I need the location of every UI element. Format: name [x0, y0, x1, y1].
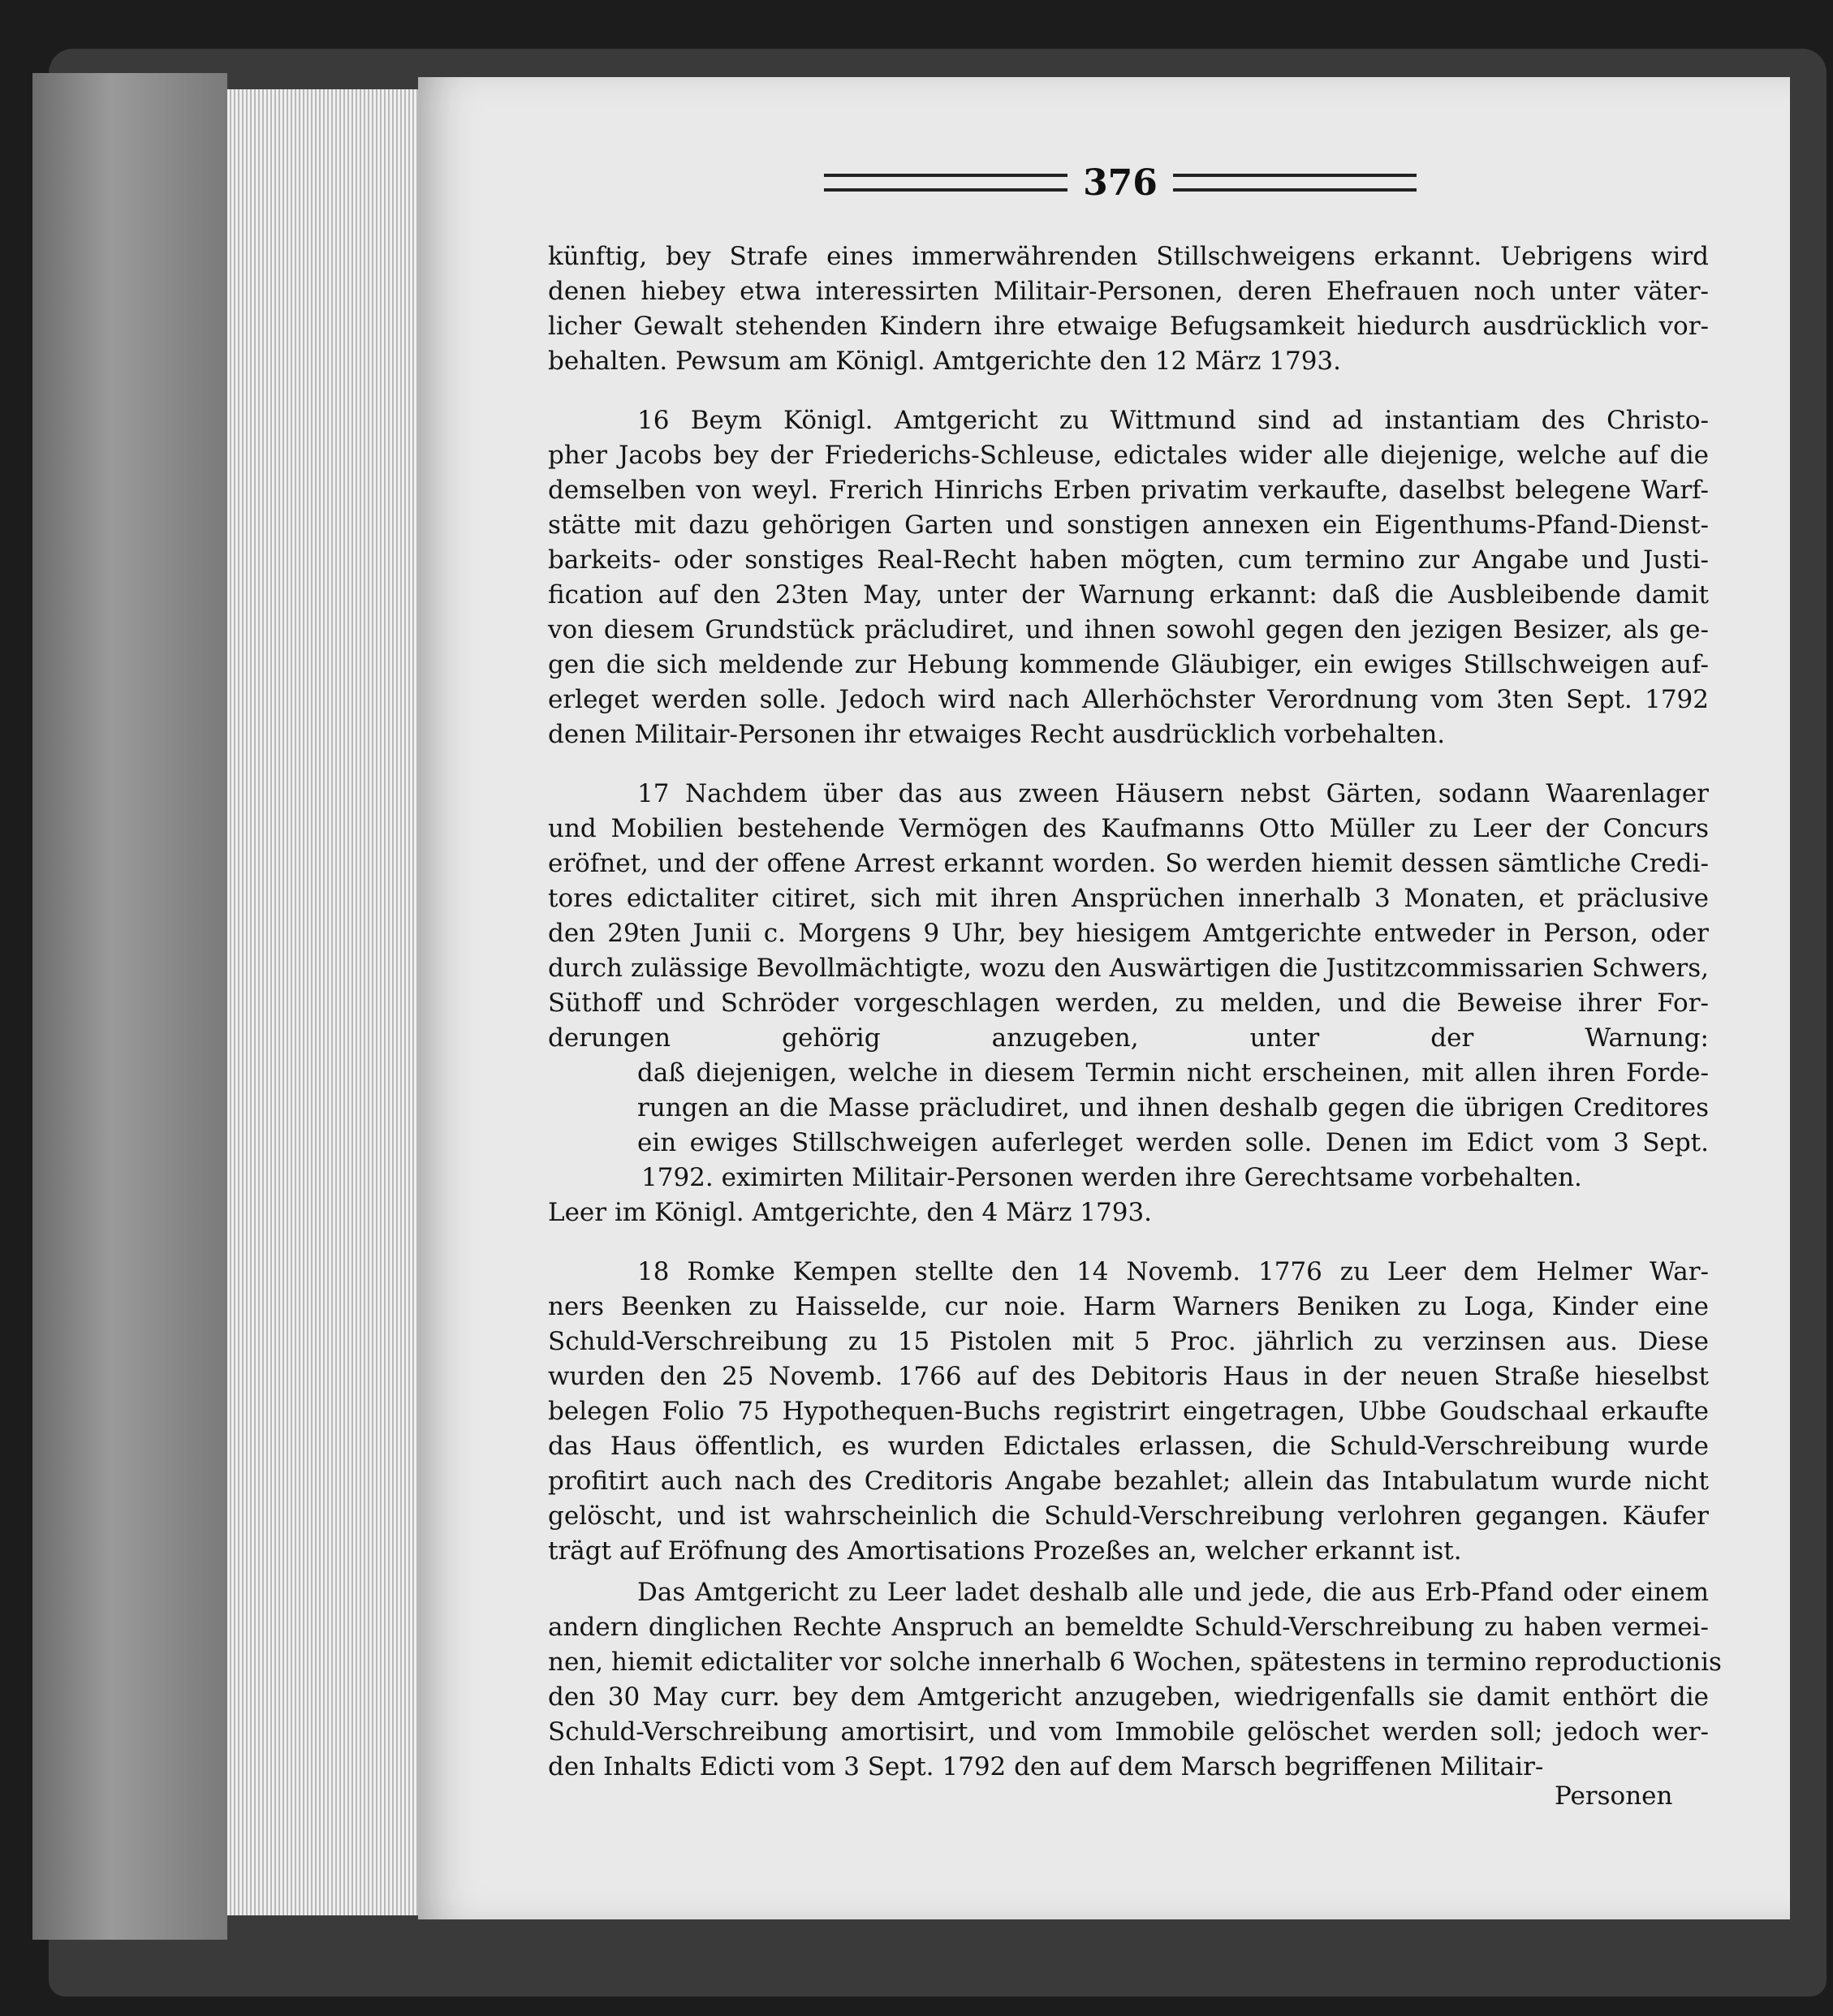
text-line: denen hiebey etwa interessirten Militair-Personen, deren Ehefrauen noch unter väter- — [548, 277, 1709, 306]
text-line: Schuld-Verschreibung amortisirt, und vom Immobile gelöschet werden soll; jedoch wer- — [548, 1717, 1709, 1747]
text-line: gelöscht, und ist wahrscheinlich die Schuld-Verschreibung verlohren gegangen. Käufer — [548, 1501, 1709, 1531]
page-text — [548, 239, 1722, 1809]
text-line: durch zulässige Bevollmächtigte, wozu den Auswärtigen die Justitzcommissarien Schwers, — [548, 954, 1709, 983]
text-line: 17 Nachdem über das aus zween Häusern nebst Gärten, sodann Waarenlager — [637, 779, 1709, 808]
text-line: licher Gewalt stehenden Kindern ihre etwaige Befugsamkeit hiedurch ausdrücklich vor- — [548, 312, 1709, 341]
text-line: derungen gehörig anzugeben, unter der Warnung: — [548, 1023, 1709, 1053]
text-line: profitirt auch nach des Creditoris Angabe bezahlet; allein das Intabulatum wurde nicht — [548, 1467, 1709, 1496]
text-line: trägt auf Eröfnung des Amortisations Prozeßes an, welcher erkannt ist. — [548, 1536, 1462, 1566]
text-line: nen, hiemit edictaliter vor solche innerhalb 6 Wochen, spätestens in termino reproductionis — [548, 1648, 1722, 1677]
text-line: andern dinglichen Rechte Anspruch an bemeldte Schuld-Verschreibung zu haben vermei- — [548, 1613, 1709, 1642]
text-line: den 30 May curr. bey dem Amtgericht anzugeben, wiedrigenfalls sie damit enthört die — [548, 1682, 1709, 1712]
text-line: Süthoff und Schröder vorgeschlagen werden, zu melden, und die Beweise ihrer For- — [548, 989, 1709, 1018]
text-line: ners Beenken zu Haisselde, cur noie. Harm Warners Beniken zu Loga, Kinder eine — [548, 1292, 1709, 1321]
text-line: fication auf den 23ten May, unter der Warnung erkannt: daß die Ausbleibende damit — [548, 580, 1709, 610]
para-continued — [548, 239, 1709, 379]
header-rule-left — [824, 174, 1067, 192]
text-line: eröfnet, und der offene Arrest erkannt worden. So werden hiemit dessen sämtliche Credi- — [548, 849, 1709, 878]
text-line: behalten. Pewsum am Königl. Amtgerichte den 12 März 1793. — [548, 347, 1341, 376]
book-cover-edge — [32, 73, 227, 1940]
text-line: das Haus öffentlich, es wurden Edictales erlassen, die Schuld-Verschreibung wurde — [548, 1432, 1709, 1461]
page-number: 376 — [1083, 162, 1158, 204]
text-line: und Mobilien bestehende Vermögen des Kaufmanns Otto Müller zu Leer der Concurs — [548, 814, 1709, 843]
text-line: belegen Folio 75 Hypothequen-Buchs registrirt eingetragen, Ubbe Goudschaal erkaufte — [548, 1397, 1709, 1426]
para-18 — [548, 1255, 1709, 1569]
catchword: Personen — [1555, 1781, 1673, 1811]
text-line: von diesem Grundstück präcludiret, und ihnen sowohl gegen den jezigen Besizer, als ge- — [548, 615, 1709, 644]
page-header — [824, 158, 1417, 207]
text-line: pher Jacobs bey der Friederichs-Schleuse, edictales wider alle diejenige, welche auf die — [548, 441, 1709, 470]
text-line: rungen an die Masse präcludiret, und ihnen deshalb gegen die übrigen Creditores — [637, 1093, 1709, 1122]
text-line: 16 Beym Königl. Amtgericht zu Wittmund sind ad instantiam des Christo- — [637, 406, 1709, 435]
text-line: 1792. eximirten Militair-Personen werden ihre Gerechtsame vorbehalten. — [641, 1163, 1582, 1192]
text-line: barkeits- oder sonstiges Real-Recht haben mögten, cum termino zur Angabe und Justi- — [548, 545, 1709, 575]
text-line: 18 Romke Kempen stellte den 14 Novemb. 1776 zu Leer dem Helmer War- — [637, 1257, 1709, 1286]
text-line: erleget werden solle. Jedoch wird nach Allerhöchster Verordnung vom 3ten Sept. 1792 — [548, 685, 1709, 714]
text-line: demselben von weyl. Frerich Hinrichs Erben privatim verkaufte, daselbst belegene Warf- — [548, 476, 1709, 505]
para-16 — [548, 403, 1709, 752]
para-18-continued — [548, 1575, 1722, 1785]
text-line: tores edictaliter citiret, sich mit ihren Ansprüchen innerhalb 3 Monaten, et präclusive — [548, 884, 1709, 913]
para-17 — [548, 777, 1709, 1230]
header-rule-right — [1173, 174, 1417, 192]
text-line: den 29ten Junii c. Morgens 9 Uhr, bey hiesigem Amtgerichte entweder in Person, oder — [548, 919, 1709, 948]
text-line: denen Militair-Personen ihr etwaiges Recht ausdrücklich vorbehalten. — [548, 720, 1446, 749]
text-line: den Inhalts Edicti vom 3 Sept. 1792 den auf dem Marsch begriffenen Militair- — [548, 1752, 1544, 1781]
text-line: wurden den 25 Novemb. 1766 auf des Debitoris Haus in der neuen Straße hieselbst — [548, 1362, 1709, 1391]
quoted-warning — [548, 1056, 1709, 1195]
text-line: Schuld-Verschreibung zu 15 Pistolen mit 5 Proc. jährlich zu verzinsen aus. Diese — [548, 1327, 1709, 1356]
text-line: ein ewiges Stillschweigen auferleget werden solle. Denen im Edict vom 3 Sept. — [637, 1128, 1709, 1157]
text-line: stätte mit dazu gehörigen Garten und sonstigen annexen ein Eigenthums-Pfand-Dienst- — [548, 510, 1709, 540]
page-edges — [227, 89, 425, 1915]
text-line: Das Amtgericht zu Leer ladet deshalb alle und jede, die aus Erb-Pfand oder einem — [637, 1578, 1709, 1607]
closing-line: Leer im Königl. Amtgerichte, den 4 März 1793. — [548, 1198, 1153, 1227]
text-line: daß diejenigen, welche in diesem Termin nicht erscheinen, mit allen ihren Forde- — [637, 1058, 1709, 1088]
text-line: gen die sich meldende zur Hebung kommende Gläubiger, ein ewiges Stillschweigen auf- — [548, 650, 1709, 679]
text-line: künftig, bey Strafe eines immerwährenden Stillschweigens erkannt. Uebrigens wird — [548, 242, 1709, 271]
